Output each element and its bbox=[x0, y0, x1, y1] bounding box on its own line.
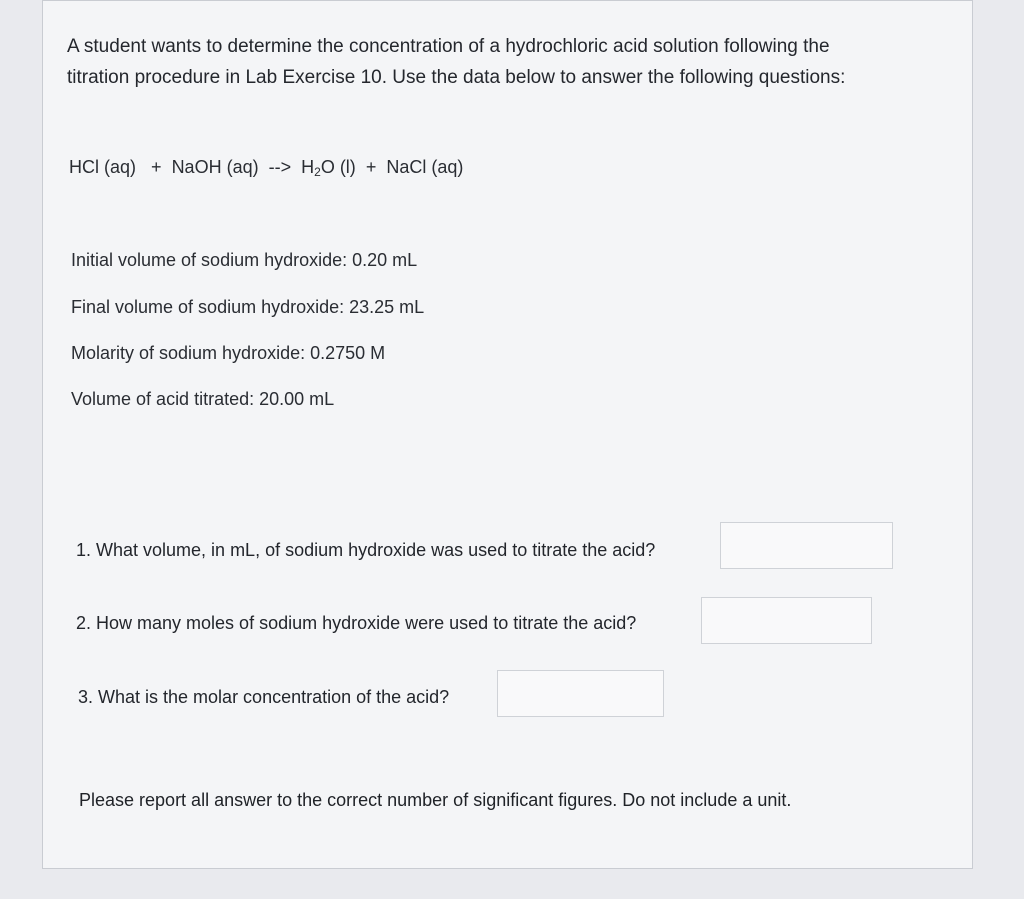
question-2-label: 2. How many moles of sodium hydroxide were used to titrate the acid? bbox=[76, 613, 637, 633]
molarity-line: Molarity of sodium hydroxide: 0.2750 M bbox=[71, 343, 386, 363]
intro-line-2: titration procedure in Lab Exercise 10. Use the data below to answer the following questions: bbox=[67, 67, 846, 88]
instructions-note: Please report all answer to the correct number of significant figures. Do not include a unit. bbox=[79, 790, 792, 810]
intro-line-1: A student wants to determine the concentration of a hydrochloric acid solution following the bbox=[67, 36, 830, 57]
final-volume-line: Final volume of sodium hydroxide: 23.25 mL bbox=[71, 297, 425, 317]
intro-text bbox=[67, 31, 927, 93]
question-1-label: 1. What volume, in mL, of sodium hydroxide was used to titrate the acid? bbox=[76, 540, 656, 560]
product-water: $H_2O$ (l) bbox=[301, 157, 356, 179]
reaction-arrow: --> bbox=[268, 157, 292, 177]
question-panel bbox=[42, 0, 973, 869]
question-3-label: 3. What is the molar concentration of the acid? bbox=[78, 687, 450, 707]
reactant-hcl: HCl (aq) bbox=[69, 157, 137, 177]
plus-sign: + bbox=[365, 157, 377, 177]
question-2-answer-input[interactable] bbox=[701, 597, 872, 644]
reactant-naoh: NaOH (aq) bbox=[171, 157, 259, 177]
question-3-answer-input[interactable] bbox=[497, 670, 664, 717]
initial-volume-line: Initial volume of sodium hydroxide: 0.20 mL bbox=[71, 250, 418, 270]
question-1-answer-input[interactable] bbox=[720, 522, 893, 569]
plus-sign: + bbox=[151, 157, 162, 177]
reaction-equation bbox=[69, 157, 463, 179]
acid-volume-line: Volume of acid titrated: 20.00 mL bbox=[71, 389, 335, 409]
product-nacl: NaCl (aq) bbox=[386, 157, 464, 177]
